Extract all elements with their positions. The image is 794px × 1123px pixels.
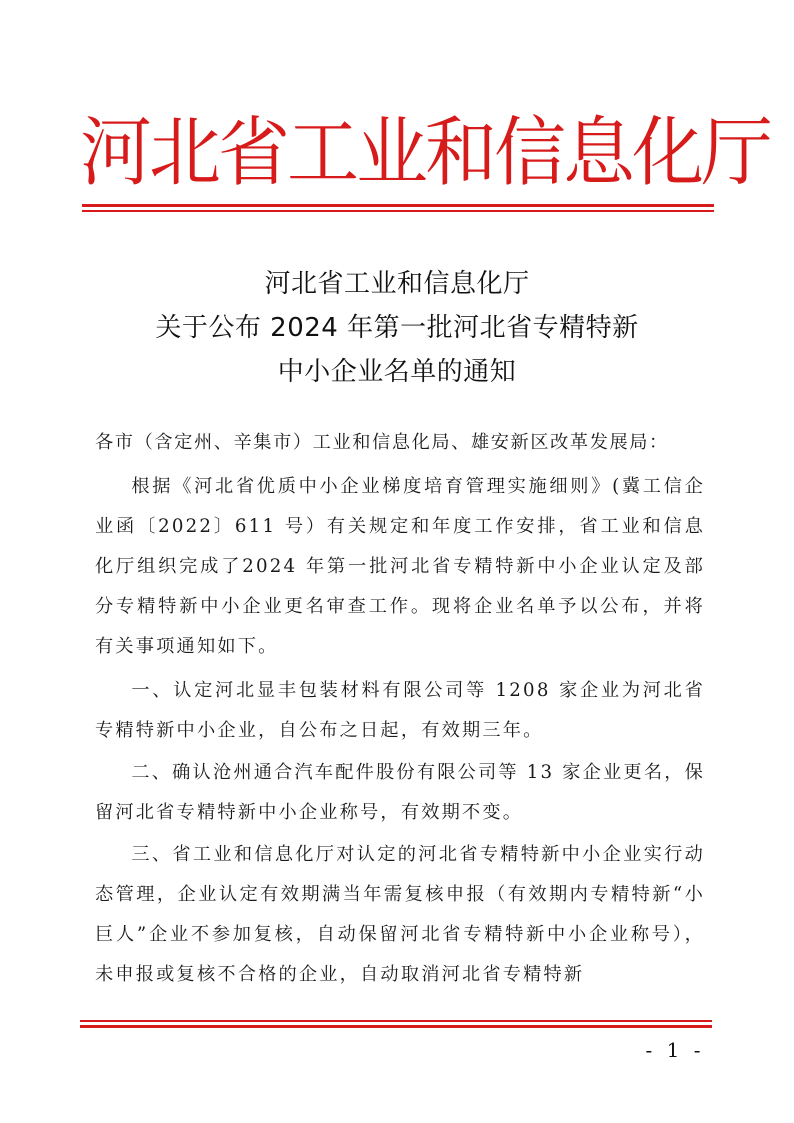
masthead-title: 河北省工业和信息化厅 (80, 107, 771, 197)
addressee-line: 各市（含定州、辛集市）工业和信息化局、雄安新区改革发展局： (95, 432, 669, 453)
document-title-line-1: 河北省工业和信息化厅 (264, 269, 530, 299)
footer-rule-thin (80, 1020, 712, 1022)
masthead-rule-thick (82, 204, 714, 207)
document-title-line-2: 关于公布 2024 年第一批河北省专精特新 (155, 313, 639, 343)
body-paragraph: 二、确认沧州通合汽车配件股份有限公司等 13 家企业更名，保留河北省专精特新中小企业称号，有效期不变。 (95, 762, 705, 823)
document-title-line-3: 中小企业名单的通知 (277, 357, 517, 387)
body-paragraph: 一、认定河北显丰包装材料有限公司等 1208 家企业为河北省专精特新中小企业，自公布之日起，有效期三年。 (95, 680, 705, 741)
masthead-rule-thin (82, 210, 714, 212)
footer-rule-thick (80, 1025, 712, 1028)
page-number: - 1 - (645, 1038, 705, 1062)
body-paragraph: 三、省工业和信息化厅对认定的河北省专精特新中小企业实行动态管理，企业认定有效期满当年需复核申报（有效期内专精特新“小巨人”企业不参加复核，自动保留河北省专精特新中小企业称号），未申报或复核不合格的企业，自动取消河北省专精特新 (95, 844, 705, 985)
body-paragraph: 根据《河北省优质中小企业梯度培育管理实施细则》(冀工信企业函〔2022〕611 号）有关规定和年度工作安排，省工业和信息化厅组织完成了2024 年第一批河北省专精特新中小企业认定及部分专精特新中小企业更名审查工作。现将企业名单予以公布，并将有关事项通知如下。 (95, 476, 705, 657)
